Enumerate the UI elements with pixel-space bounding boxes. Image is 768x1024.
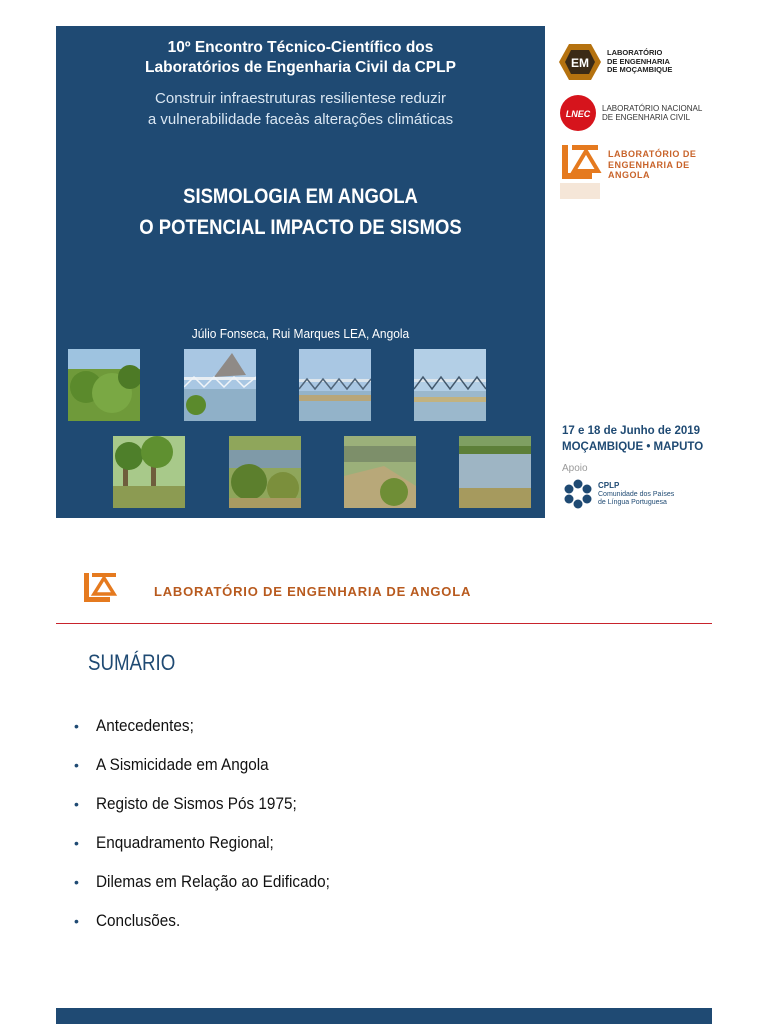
lea-logo-icon [558, 143, 602, 201]
cplp-name: CPLP [598, 481, 620, 490]
organization-name: LABORATÓRIO DE ENGENHARIA DE ANGOLA [154, 584, 472, 599]
photo-riverbank-2 [344, 436, 416, 508]
cplp-label [598, 482, 674, 507]
lea-line1: LABORATÓRIO DE [608, 149, 697, 160]
list-item: • Conclusões. [74, 910, 181, 930]
bullet-icon: • [74, 717, 79, 734]
list-item: • Enquadramento Regional; [74, 832, 274, 852]
event-date: 17 e 18 de Junho de 2019 [562, 425, 701, 437]
list-item: • Dilemas em Relação ao Edificado; [74, 871, 330, 891]
photo-bridge-2 [299, 349, 371, 421]
cplp-line1: Comunidade dos Países [598, 491, 675, 498]
lea-line3: ANGOLA [608, 170, 650, 181]
list-item: • Registo de Sismos Pós 1975; [74, 793, 297, 813]
lnec-mark: LNEC [565, 109, 591, 119]
lem-line2: DE ENGENHARIA [607, 56, 670, 66]
bullet-icon: • [74, 756, 79, 773]
bullet-icon: • [74, 795, 79, 812]
section-title: SUMÁRIO [88, 650, 176, 675]
lnec-line2: DE ENGENHARIA CIVIL [602, 113, 691, 122]
photo-river [459, 436, 531, 508]
authors: Júlio Fonseca, Rui Marques LEA, Angola [191, 326, 410, 341]
summary-list [74, 706, 356, 940]
header-divider [56, 623, 712, 624]
event-subtitle-line1: Construir infraestruturas resilientese reduzir [155, 90, 446, 107]
presentation-title-line1: SISMOLOGIA EM ANGOLA [183, 185, 418, 208]
lem-hexagon-icon [558, 42, 602, 82]
photo-trees [113, 436, 185, 508]
lnec-circle-icon [558, 93, 598, 133]
presentation-title-line2: O POTENCIAL IMPACTO DE SISMOS [139, 216, 462, 239]
cplp-line2: de Língua Portuguesa [598, 499, 667, 506]
photo-riverbank-1 [229, 436, 301, 508]
bullet-icon: • [74, 873, 79, 890]
bullet-icon: • [74, 834, 79, 851]
photo-vegetation-1 [68, 349, 140, 421]
lea-small-logo-icon [82, 571, 118, 607]
logo-lem [558, 42, 672, 82]
photo-bridge-1 [184, 349, 256, 421]
event-place: MOÇAMBIQUE • MAPUTO [562, 441, 704, 453]
list-item: • Antecedentes; [74, 715, 194, 735]
next-slide-footer-bar [56, 1008, 712, 1024]
event-heading-line2: Laboratórios de Engenharia Civil da CPLP [145, 59, 456, 76]
lea-line2: ENGENHARIA DE [608, 159, 690, 170]
event-heading-line1: 10º Encontro Técnico-Científico dos [167, 39, 434, 56]
event-subtitle-line2: a vulnerabilidade faceàs alterações climáticas [147, 111, 454, 128]
photo-bridge-3 [414, 349, 486, 421]
lem-line3: DE MOÇAMBIQUE [607, 65, 673, 75]
lnec-line1: LABORATÓRIO NACIONAL [602, 104, 703, 113]
bullet-icon: • [74, 912, 79, 929]
lem-mark: EM [571, 56, 589, 70]
support-label: Apoio [562, 463, 588, 474]
cplp-emblem-icon [562, 478, 594, 510]
logo-lnec [558, 93, 702, 133]
list-item: • A Sismicidade em Angola [74, 754, 269, 774]
title-slide-panel [56, 26, 545, 518]
logo-lea [558, 143, 696, 201]
lem-line1: LABORATÓRIO [607, 48, 663, 58]
